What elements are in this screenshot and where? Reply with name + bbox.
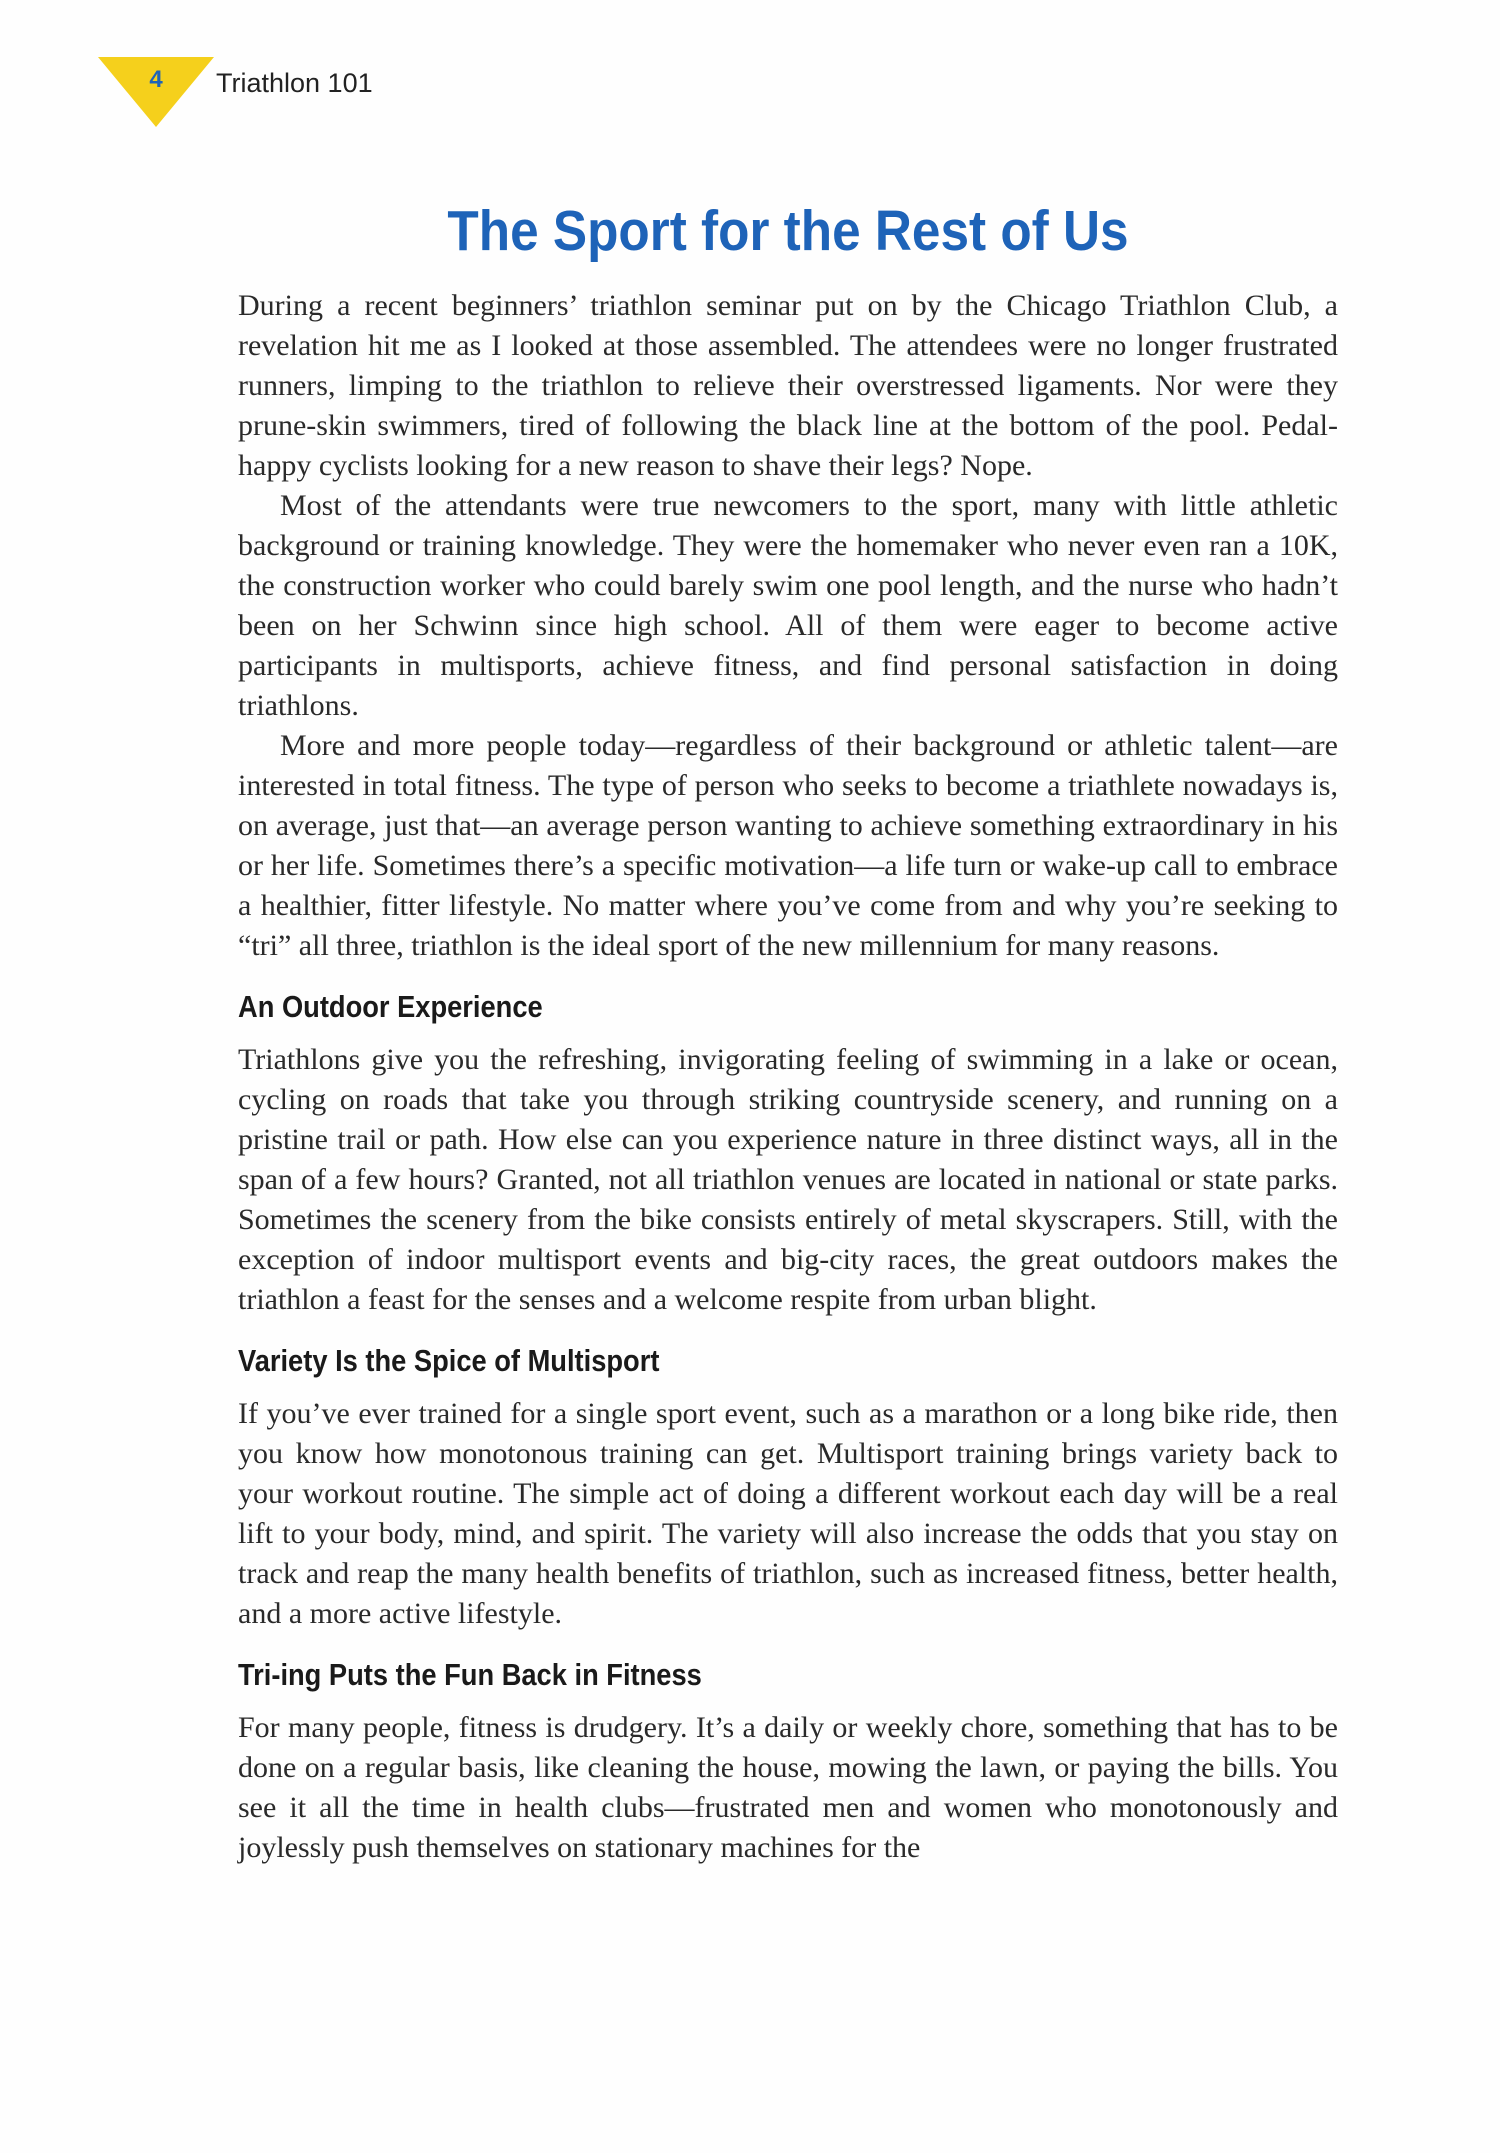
intro-paragraph: More and more people today—regardless of their background or athletic talent—are interested in total fitness. The type of person who seeks to become a triathlete nowadays is, on average, just that—an average person wanting to achieve something extraordinary in his or her life. Sometimes there’s a specific motivation—a life turn or wake-up call to embrace a healthier, fitter lifestyle. No matter where you’ve come from and why you’re seeking to “tri” all three, triathlon is the ideal sport of the new millennium for many reasons.: [238, 729, 1338, 962]
section-heading-variety: Variety Is the Spice of Multisport: [238, 1343, 660, 1378]
page-content: [238, 198, 1338, 1868]
running-head: Triathlon 101: [216, 68, 373, 98]
intro-paragraph: Most of the attendants were true newcomers to the sport, many with little athletic background or training knowledge. They were the homemaker who never even ran a 10K, the construction worker who could barely swim one pool length, and the nurse who hadn’t been on her Schwinn since high school. All of them were eager to become active participants in multisports, achieve fitness, and find personal satisfaction in doing triathlons.: [238, 489, 1338, 722]
chapter-title: The Sport for the Rest of Us: [447, 199, 1129, 263]
section-heading-fun-fitness: Tri-ing Puts the Fun Back in Fitness: [238, 1657, 702, 1692]
intro-paragraph: During a recent beginners’ triathlon seminar put on by the Chicago Triathlon Club, a revelation hit me as I looked at those assembled. The attendees were no longer frustrated runners, limping to the triathlon to relieve their overstressed ligaments. Nor were they prune-skin swimmers, tired of following the black line at the bottom of the pool. Pedal-happy cyclists looking for a new reason to shave their legs? Nope.: [238, 289, 1338, 482]
page-header: [98, 57, 698, 127]
section-paragraph-fun-fitness: For many people, fitness is drudgery. It’s a daily or weekly chore, something that has to be done on a regular basis, like cleaning the house, mowing the lawn, or paying the bills. You see it all the time in health clubs—frustrated men and women who monotonously and joylessly push themselves on stationary machines for the: [238, 1711, 1338, 1864]
section-heading-outdoor-experience: An Outdoor Experience: [238, 989, 543, 1024]
section-paragraph-variety: If you’ve ever trained for a single sport event, such as a marathon or a long bike ride, then you know how monotonous training can get. Multisport training brings variety back to your workout routine. The simple act of doing a different workout each day will be a real lift to your body, mind, and spirit. The variety will also increase the odds that you stay on track and reap the many health benefits of triathlon, such as increased fitness, better health, and a more active lifestyle.: [238, 1397, 1338, 1630]
page-number: 4: [149, 66, 163, 93]
section-paragraph-outdoor-experience: Triathlons give you the refreshing, invigorating feeling of swimming in a lake or ocean, cycling on roads that take you through striking countryside scenery, and running on a pristine trail or path. How else can you experience nature in three distinct ways, all in the span of a few hours? Granted, not all triathlon venues are located in national or state parks. Sometimes the scenery from the bike consists entirely of metal skyscrapers. Still, with the exception of indoor multisport events and big-city races, the great outdoors makes the triathlon a feast for the senses and a welcome respite from urban blight.: [238, 1043, 1338, 1316]
